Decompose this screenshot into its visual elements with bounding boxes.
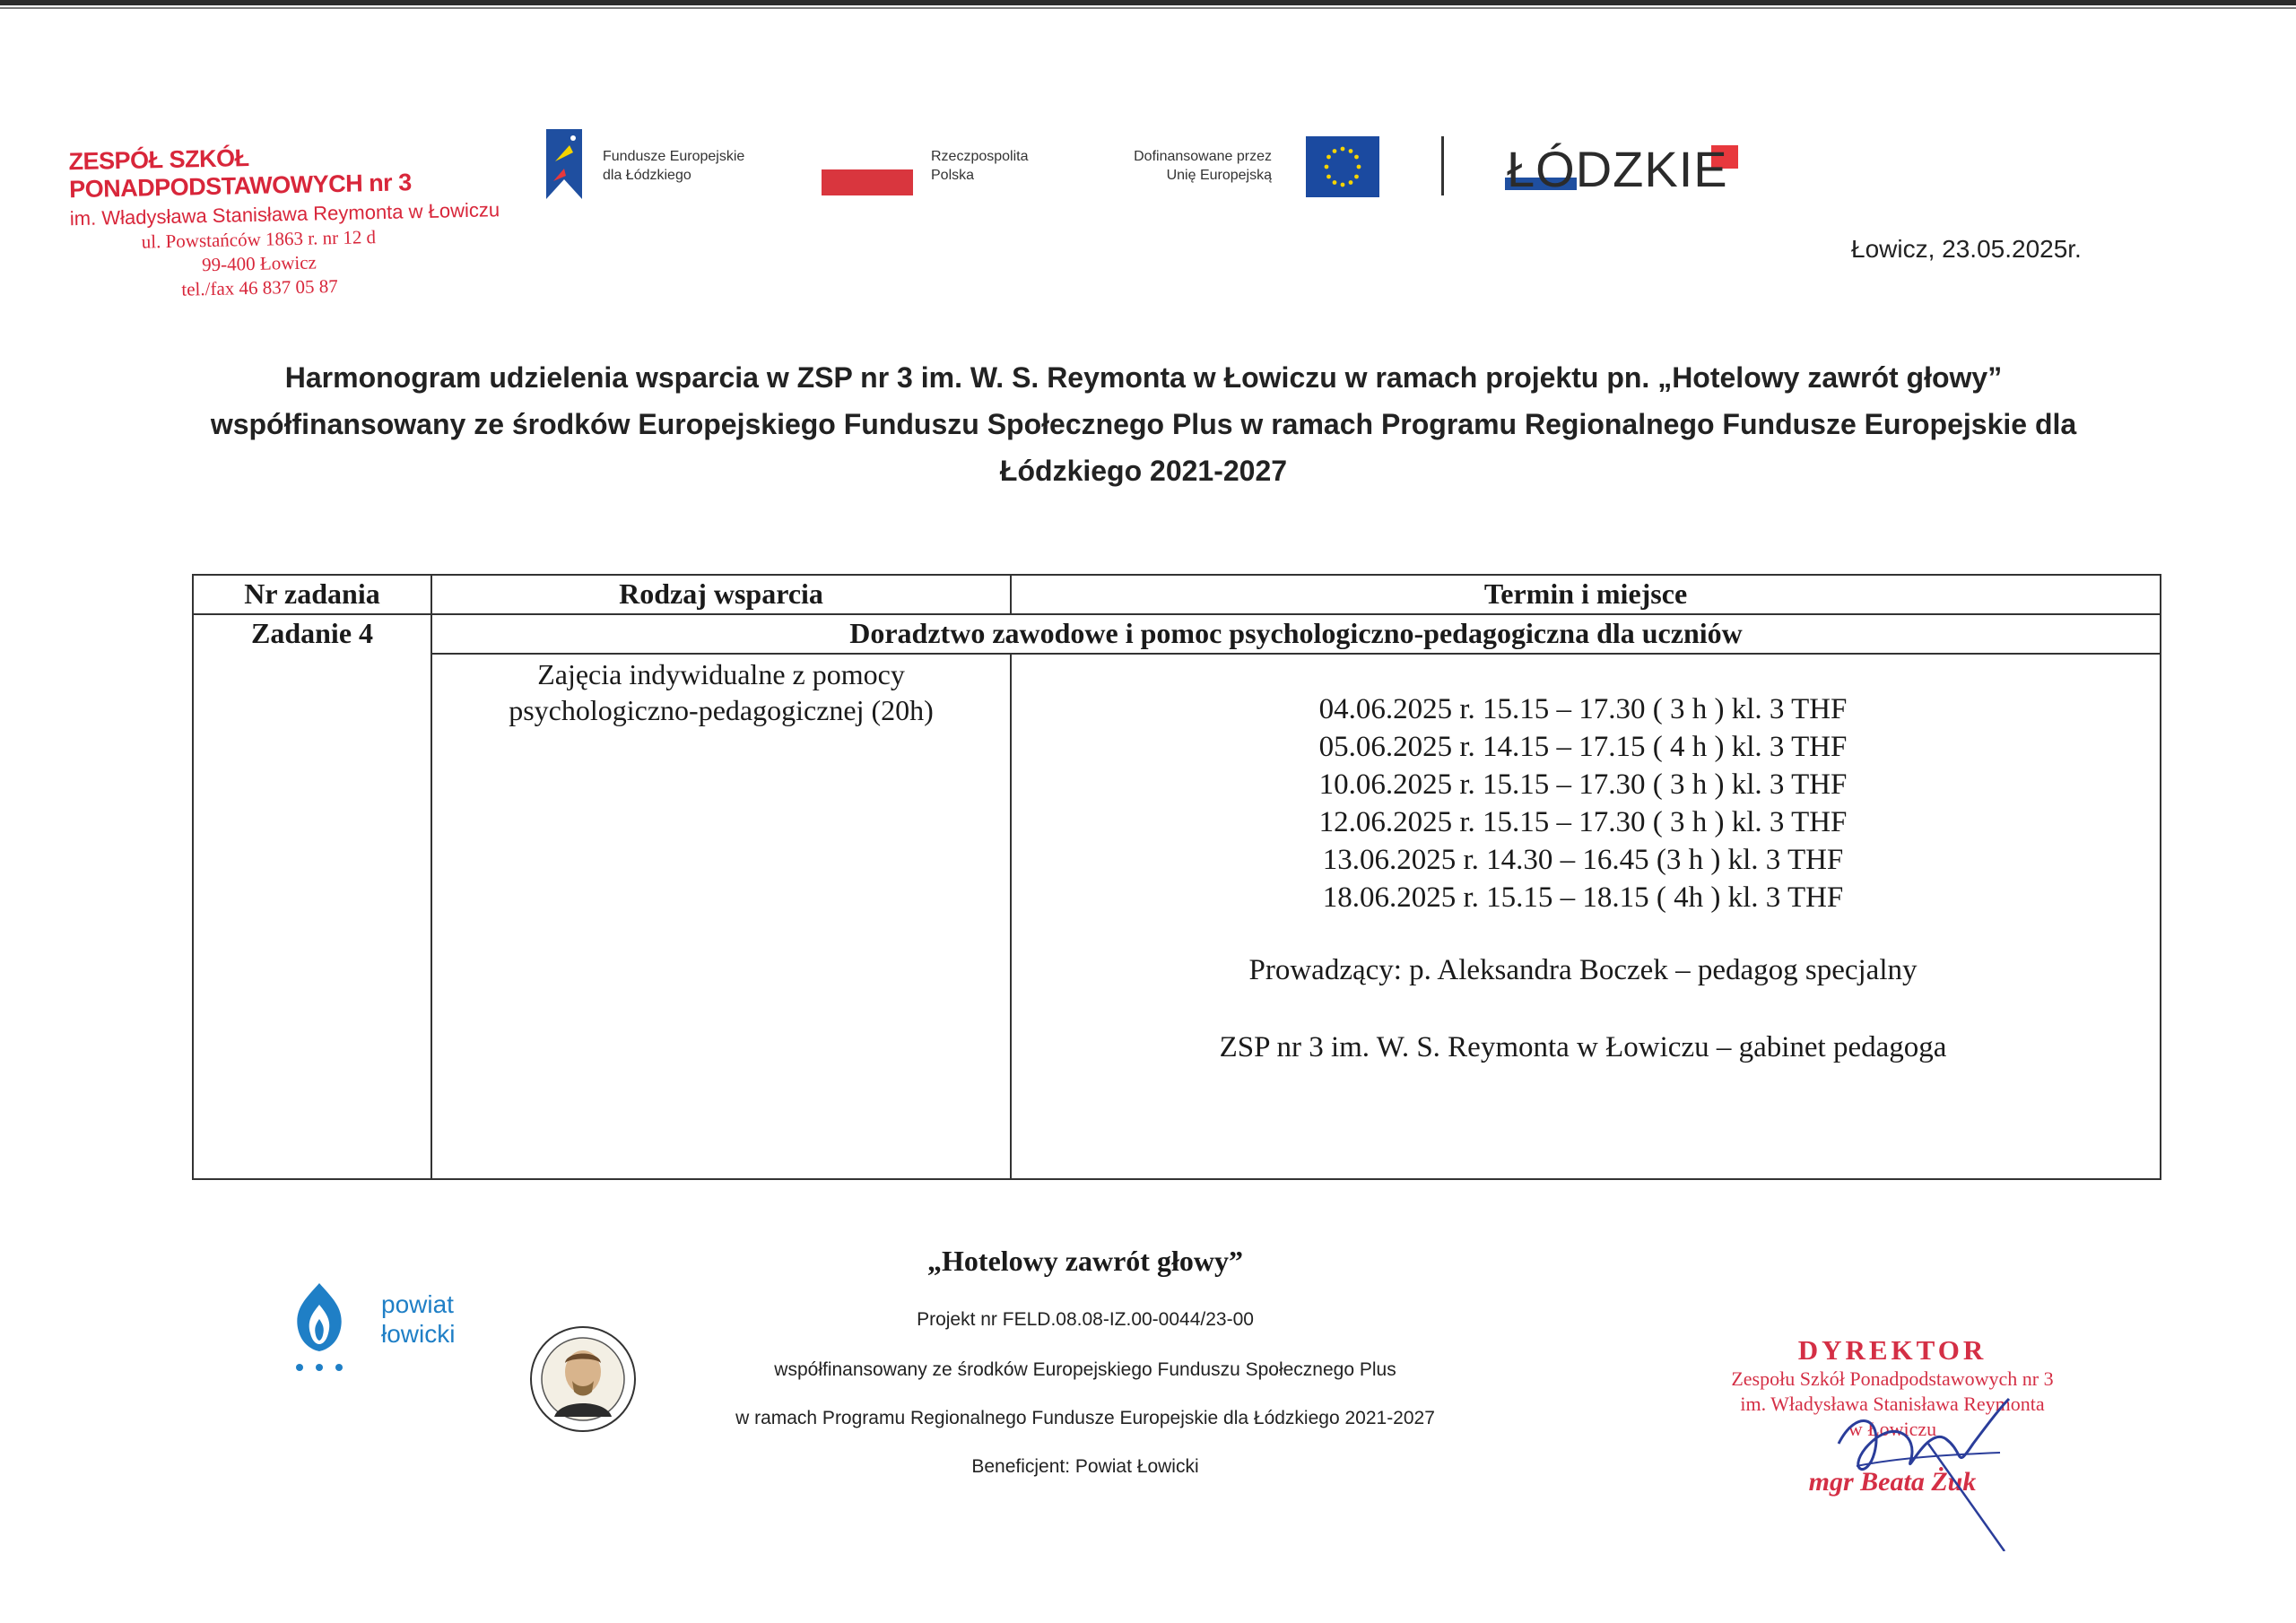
- schedule-entry: 18.06.2025 r. 15.15 – 18.15 ( 4h ) kl. 3 THF: [1322, 881, 1844, 914]
- rp-logo-text: [931, 147, 1029, 185]
- header-task-number: Nr zadania: [244, 577, 380, 610]
- eu-line-1: Dofinansowane przez: [1134, 149, 1272, 164]
- powiat-line-1: powiat: [381, 1290, 454, 1318]
- schedule-entry: 12.06.2025 r. 15.15 – 17.30 ( 3 h ) kl. 3 THF: [1318, 806, 1848, 838]
- title-line-1: Harmonogram udzielenia wsparcia w ZSP nr 3 im. W. S. Reymonta w Łowiczu w ramach projektu pn. „Hotelowy zawrót głowy”: [284, 361, 2003, 394]
- stamp-line-3: ul. Powstańców 1863 r. nr 12 d: [141, 226, 377, 253]
- schedule-entry: 10.06.2025 r. 15.15 – 17.30 ( 3 h ) kl. 3 THF: [1318, 768, 1848, 801]
- powiat-lowicki-flame-icon: [287, 1278, 352, 1376]
- table-col-divider-2-body: [1010, 653, 1012, 1178]
- session-place: ZSP nr 3 im. W. S. Reymonta w Łowiczu – gabinet pedagoga: [1219, 1031, 1947, 1063]
- rp-line-1: Rzeczpospolita: [931, 149, 1029, 164]
- header-date-place: Termin i miejsce: [1483, 577, 1688, 610]
- eu-logo-text: [1085, 147, 1272, 185]
- stamp-line-1: ZESPÓŁ SZKÓŁ PONADPODSTAWOWYCH nr 3: [68, 144, 412, 204]
- header-support-type: Rodzaj wsparcia: [619, 577, 823, 610]
- document-date: Łowicz, 23.05.2025r.: [1851, 235, 2082, 263]
- lodzkie-logo-text: ŁÓDZKIE: [1507, 141, 1728, 197]
- footer-programme: w ramach Programu Regionalnego Fundusze Europejskie dla Łódzkiego 2021-2027: [735, 1408, 1435, 1428]
- support-type-line-2: psychologiczno-pedagogicznej (20h): [509, 694, 934, 726]
- table-header-rule: [194, 613, 2160, 615]
- fe-logo-text: [603, 147, 744, 185]
- schedule-list: [1076, 690, 2090, 916]
- fe-line-2: dla Łódzkiego: [603, 168, 691, 183]
- school-stamp: [68, 139, 520, 303]
- schedule-entry: 13.06.2025 r. 14.30 – 16.45 (3 h ) kl. 3 THF: [1322, 844, 1844, 876]
- stamp-line-5: tel./fax 46 837 05 87: [181, 274, 338, 300]
- footer-project-number: Projekt nr FELD.08.08-IZ.00-0044/23-00: [917, 1309, 1254, 1330]
- footer-project-title: „Hotelowy zawrót głowy”: [927, 1245, 1243, 1277]
- lodzkie-logo: [1500, 135, 1751, 199]
- director-role: DYREKTOR: [1797, 1334, 1987, 1366]
- title-line-2: współfinansowany ze środków Europejskiego Funduszu Społecznego Plus w ramach Programu Regionalnego Fundusze Europejskie dla: [210, 408, 2077, 440]
- document-title: [179, 354, 2108, 494]
- rp-line-2: Polska: [931, 168, 975, 183]
- task-title: Doradztwo zawodowe i pomoc psychologiczno-pedagogiczna dla uczniów: [849, 617, 1743, 649]
- schedule-entry: 04.06.2025 r. 15.15 – 17.30 ( 3 h ) kl. 3 THF: [1318, 693, 1848, 725]
- eu-flag-icon: [1306, 136, 1379, 197]
- polish-flag-icon: [822, 143, 913, 195]
- task-number: Zadanie 4: [250, 617, 374, 649]
- director-name: mgr Beata Żuk: [1808, 1467, 1977, 1497]
- session-lead: Prowadzący: p. Aleksandra Boczek – pedagog specjalny: [1248, 954, 1918, 986]
- powiat-line-2: łowicki: [381, 1320, 456, 1348]
- scan-edge-top: [0, 0, 2296, 5]
- fundusze-europejskie-logo-icon: [543, 126, 586, 203]
- scan-edge-line: [0, 7, 2296, 9]
- footer-cofinance: współfinansowany ze środków Europejskiego Funduszu Społecznego Plus: [774, 1359, 1396, 1380]
- schedule-entry: 05.06.2025 r. 14.15 – 17.15 ( 4 h ) kl. 3 THF: [1318, 731, 1848, 763]
- handwritten-signature: [1821, 1372, 2027, 1551]
- footer-beneficiary: Beneficjent: Powiat Łowicki: [971, 1456, 1199, 1477]
- fe-line-1: Fundusze Europejskie: [603, 149, 745, 164]
- logo-divider: [1441, 136, 1444, 195]
- title-line-3: Łódzkiego 2021-2027: [999, 455, 1288, 487]
- director-line-2: im. Władysława Stanisława Reymonta: [1740, 1393, 2045, 1415]
- stamp-line-4: 99-400 Łowicz: [201, 251, 317, 276]
- powiat-logo-text: [381, 1289, 455, 1349]
- stamp-line-2: im. Władysława Stanisława Reymonta w Łowiczu: [69, 198, 500, 230]
- support-type-line-1: Zajęcia indywidualne z pomocy: [537, 658, 905, 690]
- support-type: [432, 656, 1010, 728]
- table-task-rule: [430, 653, 2160, 655]
- director-line-1: Zespołu Szkół Ponadpodstawowych nr 3: [1731, 1367, 2054, 1390]
- director-line-3: w Łowiczu: [1848, 1418, 1937, 1440]
- eu-line-2: Unię Europejską: [1166, 168, 1272, 183]
